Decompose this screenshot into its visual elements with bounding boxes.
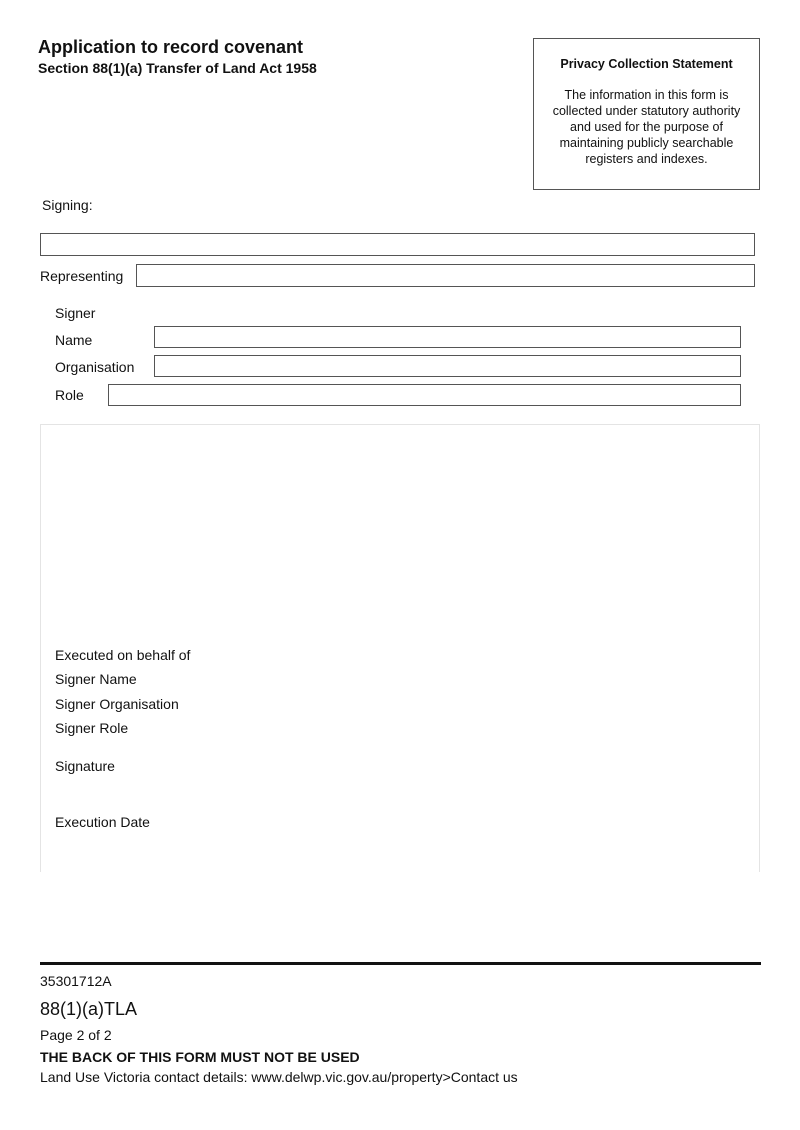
organisation-field[interactable] bbox=[154, 355, 741, 377]
footer-warning: THE BACK OF THIS FORM MUST NOT BE USED bbox=[40, 1049, 360, 1065]
footer-form-id: 88(1)(a)TLA bbox=[40, 999, 138, 1019]
signer-role-label: Signer Role bbox=[55, 720, 129, 736]
privacy-statement-box bbox=[533, 38, 760, 190]
footer-code: 35301712A bbox=[40, 973, 112, 989]
privacy-heading: Privacy Collection Statement bbox=[560, 57, 733, 71]
name-field[interactable] bbox=[154, 326, 741, 348]
organisation-label: Organisation bbox=[55, 359, 135, 375]
execution-date-label: Execution Date bbox=[55, 814, 150, 830]
signing-label: Signing: bbox=[42, 197, 93, 213]
signer-organisation-label: Signer Organisation bbox=[55, 696, 179, 712]
signer-label: Signer bbox=[55, 305, 96, 321]
footer-contact: Land Use Victoria contact details: www.delwp.vic.gov.au/property>Contact us bbox=[40, 1069, 518, 1085]
role-field[interactable] bbox=[108, 384, 741, 406]
representing-field[interactable] bbox=[136, 264, 755, 287]
executed-on-behalf-label: Executed on behalf of bbox=[55, 647, 191, 663]
signature-label: Signature bbox=[55, 758, 115, 774]
form-title: Application to record covenant bbox=[38, 37, 304, 57]
role-label: Role bbox=[55, 387, 84, 403]
form-subtitle: Section 88(1)(a) Transfer of Land Act 1958 bbox=[38, 60, 317, 76]
signing-field[interactable] bbox=[40, 233, 755, 256]
representing-label: Representing bbox=[40, 268, 124, 284]
footer-divider bbox=[40, 962, 761, 965]
signer-name-label: Signer Name bbox=[55, 671, 137, 687]
name-label: Name bbox=[55, 332, 93, 348]
privacy-body: The information in this form is collected under statutory authority and used for the purpose of maintaining publicly searchable registers and indexes. bbox=[552, 88, 741, 166]
footer-page-number: Page 2 of 2 bbox=[40, 1027, 112, 1043]
